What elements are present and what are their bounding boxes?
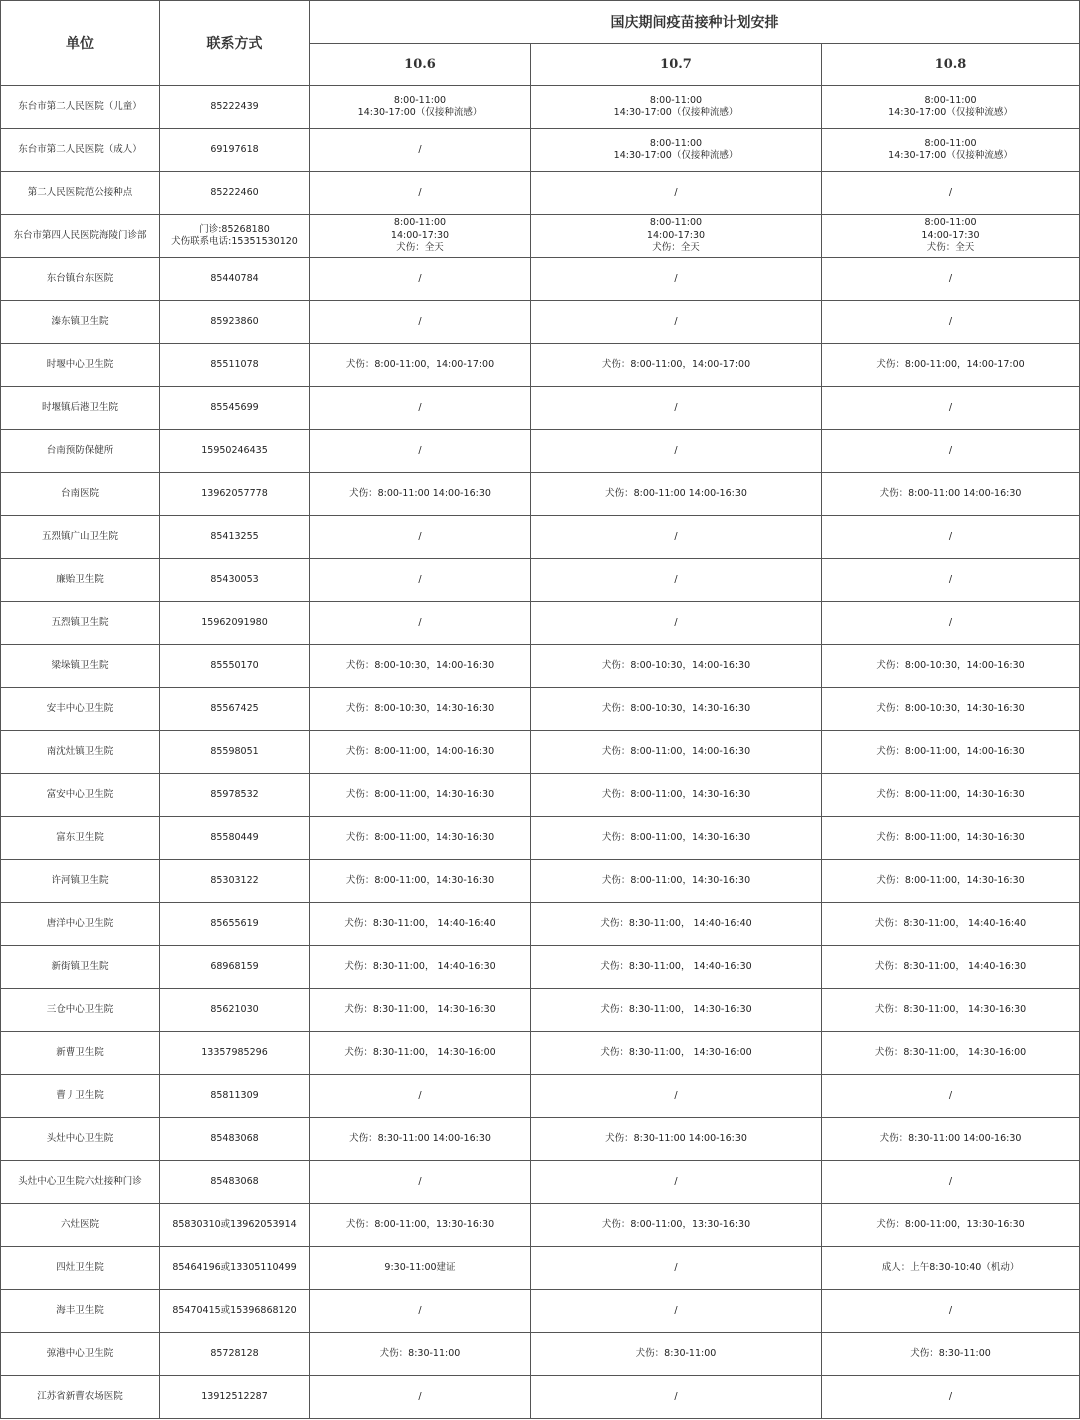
schedule-10-8-cell: 犬伤：8:00-10:30，14:30-16:30 (822, 688, 1080, 731)
table-row (1, 1290, 1080, 1333)
contact-cell: 69197618 (160, 129, 310, 172)
contact-cell: 85222460 (160, 172, 310, 215)
unit-cell: 三仓中心卫生院 (1, 989, 160, 1032)
schedule-10-8-cell: / (822, 258, 1080, 301)
unit-cell: 东台市第四人民医院海陵门诊部 (1, 215, 160, 258)
contact-cell: 85545699 (160, 387, 310, 430)
schedule-10-7-cell: 犬伤：8:00-11:00，13:30-16:30 (531, 1204, 822, 1247)
contact-cell: 15962091980 (160, 602, 310, 645)
schedule-10-7-cell: / (531, 1247, 822, 1290)
schedule-10-7-cell: / (531, 172, 822, 215)
unit-cell: 南沈灶镇卫生院 (1, 731, 160, 774)
contact-cell: 85830310或13962053914 (160, 1204, 310, 1247)
schedule-10-6-cell: 犬伤：8:00-11:00，14:30-16:30 (310, 860, 531, 903)
table-row (1, 258, 1080, 301)
schedule-10-7-cell: / (531, 1376, 822, 1419)
schedule-10-7-cell: / (531, 1161, 822, 1204)
contact-cell: 85598051 (160, 731, 310, 774)
schedule-10-6-cell: 8:00-11:00 14:30-17:00（仅接种流感） (310, 86, 531, 129)
contact-cell: 85430053 (160, 559, 310, 602)
schedule-10-8-cell: 犬伤：8:00-11:00，13:30-16:30 (822, 1204, 1080, 1247)
table-row (1, 774, 1080, 817)
schedule-10-6-cell: 9:30-11:00建证 (310, 1247, 531, 1290)
unit-cell: 第二人民医院范公接种点 (1, 172, 160, 215)
schedule-10-8-cell: / (822, 559, 1080, 602)
contact-cell: 15950246435 (160, 430, 310, 473)
table-row (1, 1333, 1080, 1376)
table-row (1, 602, 1080, 645)
unit-cell: 江苏省新曹农场医院 (1, 1376, 160, 1419)
table-row (1, 1161, 1080, 1204)
schedule-10-7-cell: 8:00-11:00 14:30-17:00（仅接种流感） (531, 86, 822, 129)
unit-cell: 台南医院 (1, 473, 160, 516)
schedule-10-6-cell: / (310, 559, 531, 602)
schedule-10-7-cell: / (531, 559, 822, 602)
unit-cell: 头灶中心卫生院 (1, 1118, 160, 1161)
schedule-10-8-cell: 犬伤：8:00-10:30，14:00-16:30 (822, 645, 1080, 688)
contact-cell: 13357985296 (160, 1032, 310, 1075)
schedule-10-8-cell: 犬伤：8:00-11:00，14:30-16:30 (822, 774, 1080, 817)
table-row (1, 1376, 1080, 1419)
schedule-10-8-cell: 8:00-11:00 14:30-17:00（仅接种流感） (822, 129, 1080, 172)
schedule-10-7-cell: / (531, 1075, 822, 1118)
schedule-10-6-cell: / (310, 301, 531, 344)
schedule-10-8-cell: 犬伤：8:30-11:00， 14:40-16:30 (822, 946, 1080, 989)
table-row (1, 1247, 1080, 1290)
contact-cell: 13962057778 (160, 473, 310, 516)
schedule-10-8-cell: / (822, 602, 1080, 645)
table-row (1, 559, 1080, 602)
contact-cell: 85483068 (160, 1161, 310, 1204)
schedule-10-7-cell: 8:00-11:00 14:30-17:00（仅接种流感） (531, 129, 822, 172)
schedule-10-7-cell: 8:00-11:00 14:00-17:30 犬伤：全天 (531, 215, 822, 258)
schedule-10-8-cell: 犬伤：8:00-11:00，14:30-16:30 (822, 817, 1080, 860)
contact-cell: 85580449 (160, 817, 310, 860)
contact-cell: 85511078 (160, 344, 310, 387)
unit-cell: 时堰中心卫生院 (1, 344, 160, 387)
table-row (1, 215, 1080, 258)
unit-cell: 廉贻卫生院 (1, 559, 160, 602)
schedule-10-6-cell: / (310, 387, 531, 430)
table-row (1, 817, 1080, 860)
schedule-10-7-cell: / (531, 301, 822, 344)
schedule-10-6-cell: / (310, 1376, 531, 1419)
unit-cell: 梁垛镇卫生院 (1, 645, 160, 688)
schedule-10-6-cell: 犬伤：8:30-11:00 (310, 1333, 531, 1376)
table-row (1, 344, 1080, 387)
schedule-10-7-cell: / (531, 387, 822, 430)
table-row (1, 946, 1080, 989)
schedule-10-8-cell: / (822, 301, 1080, 344)
schedule-10-8-cell: 犬伤：8:30-11:00 14:00-16:30 (822, 1118, 1080, 1161)
date-header-2: 10.7 (531, 44, 822, 86)
date-header-3: 10.8 (822, 44, 1080, 86)
schedule-10-7-cell: 犬伤：8:00-10:30，14:30-16:30 (531, 688, 822, 731)
unit-cell: 四灶卫生院 (1, 1247, 160, 1290)
contact-cell: 85303122 (160, 860, 310, 903)
schedule-10-8-cell: / (822, 1161, 1080, 1204)
unit-cell: 东台市第二人民医院（成人） (1, 129, 160, 172)
schedule-10-7-cell: 犬伤：8:30-11:00， 14:40-16:40 (531, 903, 822, 946)
contact-cell: 85222439 (160, 86, 310, 129)
schedule-10-8-cell: / (822, 172, 1080, 215)
schedule-10-8-cell: 犬伤：8:00-11:00 14:00-16:30 (822, 473, 1080, 516)
table-row (1, 129, 1080, 172)
contact-cell: 85567425 (160, 688, 310, 731)
unit-cell: 六灶医院 (1, 1204, 160, 1247)
schedule-10-6-cell: / (310, 1161, 531, 1204)
unit-header: 单位 (1, 1, 160, 86)
schedule-10-6-cell: 犬伤：8:00-11:00 14:00-16:30 (310, 473, 531, 516)
table-row (1, 172, 1080, 215)
schedule-10-7-cell: / (531, 258, 822, 301)
schedule-10-6-cell: 犬伤：8:00-11:00，13:30-16:30 (310, 1204, 531, 1247)
schedule-10-6-cell: 8:00-11:00 14:00-17:30 犬伤：全天 (310, 215, 531, 258)
schedule-10-8-cell: 犬伤：8:30-11:00 (822, 1333, 1080, 1376)
table-row (1, 731, 1080, 774)
table-row (1, 301, 1080, 344)
table-row (1, 1204, 1080, 1247)
unit-cell: 许河镇卫生院 (1, 860, 160, 903)
schedule-10-8-cell: 犬伤：8:30-11:00， 14:40-16:40 (822, 903, 1080, 946)
schedule-10-6-cell: 犬伤：8:00-11:00，14:30-16:30 (310, 817, 531, 860)
contact-cell: 85464196或13305110499 (160, 1247, 310, 1290)
schedule-10-6-cell: / (310, 258, 531, 301)
unit-cell: 五烈镇卫生院 (1, 602, 160, 645)
schedule-10-7-cell: 犬伤：8:00-11:00，14:30-16:30 (531, 817, 822, 860)
schedule-10-7-cell: / (531, 430, 822, 473)
contact-cell: 68968159 (160, 946, 310, 989)
contact-cell: 85470415或15396868120 (160, 1290, 310, 1333)
unit-cell: 东台镇台东医院 (1, 258, 160, 301)
table-row (1, 1032, 1080, 1075)
table-row (1, 860, 1080, 903)
schedule-10-7-cell: 犬伤：8:30-11:00 14:00-16:30 (531, 1118, 822, 1161)
schedule-10-8-cell: / (822, 1376, 1080, 1419)
schedule-10-6-cell: / (310, 516, 531, 559)
schedule-10-7-cell: 犬伤：8:00-10:30，14:00-16:30 (531, 645, 822, 688)
unit-cell: 台南预防保健所 (1, 430, 160, 473)
contact-cell: 13912512287 (160, 1376, 310, 1419)
schedule-10-8-cell: / (822, 1290, 1080, 1333)
schedule-10-8-cell: 犬伤：8:00-11:00，14:00-16:30 (822, 731, 1080, 774)
schedule-10-6-cell: 犬伤：8:30-11:00， 14:30-16:00 (310, 1032, 531, 1075)
schedule-10-6-cell: 犬伤：8:00-10:30，14:30-16:30 (310, 688, 531, 731)
schedule-10-8-cell: / (822, 516, 1080, 559)
unit-cell: 新曹卫生院 (1, 1032, 160, 1075)
schedule-10-6-cell: / (310, 129, 531, 172)
contact-cell: 85923860 (160, 301, 310, 344)
schedule-10-8-cell: 成人：上午8:30-10:40（机动） (822, 1247, 1080, 1290)
unit-cell: 弶港中心卫生院 (1, 1333, 160, 1376)
table-row (1, 645, 1080, 688)
schedule-10-7-cell: 犬伤：8:30-11:00 (531, 1333, 822, 1376)
schedule-10-6-cell: / (310, 1075, 531, 1118)
schedule-10-6-cell: 犬伤：8:00-11:00，14:30-16:30 (310, 774, 531, 817)
schedule-10-7-cell: 犬伤：8:00-11:00，14:00-17:00 (531, 344, 822, 387)
unit-cell: 唐洋中心卫生院 (1, 903, 160, 946)
unit-cell: 东台市第二人民医院（儿童） (1, 86, 160, 129)
schedule-10-6-cell: 犬伤：8:30-11:00 14:00-16:30 (310, 1118, 531, 1161)
unit-cell: 安丰中心卫生院 (1, 688, 160, 731)
schedule-10-7-cell: 犬伤：8:00-11:00，14:00-16:30 (531, 731, 822, 774)
contact-cell: 85728128 (160, 1333, 310, 1376)
unit-cell: 曹丿卫生院 (1, 1075, 160, 1118)
schedule-10-7-cell: / (531, 516, 822, 559)
unit-cell: 富安中心卫生院 (1, 774, 160, 817)
schedule-10-6-cell: 犬伤：8:00-11:00，14:00-16:30 (310, 731, 531, 774)
contact-cell: 85413255 (160, 516, 310, 559)
schedule-10-6-cell: 犬伤：8:00-11:00，14:00-17:00 (310, 344, 531, 387)
table-row (1, 430, 1080, 473)
schedule-10-6-cell: / (310, 1290, 531, 1333)
contact-cell: 85655619 (160, 903, 310, 946)
schedule-10-7-cell: 犬伤：8:30-11:00， 14:30-16:00 (531, 1032, 822, 1075)
unit-cell: 五烈镇广山卫生院 (1, 516, 160, 559)
contact-cell: 门诊:85268180 犬伤联系电话:15351530120 (160, 215, 310, 258)
schedule-10-8-cell: / (822, 430, 1080, 473)
table-row (1, 903, 1080, 946)
schedule-10-6-cell: / (310, 602, 531, 645)
table-body (1, 86, 1080, 1419)
contact-cell: 85483068 (160, 1118, 310, 1161)
table-row (1, 387, 1080, 430)
contact-cell: 85621030 (160, 989, 310, 1032)
table-row (1, 473, 1080, 516)
contact-cell: 85440784 (160, 258, 310, 301)
table-row (1, 688, 1080, 731)
schedule-10-7-cell: 犬伤：8:00-11:00，14:30-16:30 (531, 860, 822, 903)
schedule-10-7-cell: / (531, 602, 822, 645)
contact-cell: 85550170 (160, 645, 310, 688)
schedule-10-6-cell: 犬伤：8:00-10:30，14:00-16:30 (310, 645, 531, 688)
schedule-10-6-cell: / (310, 172, 531, 215)
table-row (1, 516, 1080, 559)
table-row (1, 989, 1080, 1032)
unit-cell: 头灶中心卫生院六灶接种门诊 (1, 1161, 160, 1204)
schedule-10-7-cell: 犬伤：8:00-11:00 14:00-16:30 (531, 473, 822, 516)
unit-cell: 新街镇卫生院 (1, 946, 160, 989)
schedule-10-8-cell: / (822, 387, 1080, 430)
unit-cell: 溱东镇卫生院 (1, 301, 160, 344)
schedule-10-6-cell: 犬伤：8:30-11:00， 14:30-16:30 (310, 989, 531, 1032)
schedule-10-8-cell: 犬伤：8:00-11:00，14:00-17:00 (822, 344, 1080, 387)
schedule-10-8-cell: 犬伤：8:30-11:00， 14:30-16:30 (822, 989, 1080, 1032)
plan-title-header: 国庆期间疫苗接种计划安排 (310, 1, 1080, 44)
unit-cell: 海丰卫生院 (1, 1290, 160, 1333)
table-row (1, 86, 1080, 129)
contact-cell: 85811309 (160, 1075, 310, 1118)
schedule-10-6-cell: 犬伤：8:30-11:00， 14:40-16:30 (310, 946, 531, 989)
schedule-10-8-cell: 犬伤：8:30-11:00， 14:30-16:00 (822, 1032, 1080, 1075)
schedule-10-7-cell: 犬伤：8:00-11:00，14:30-16:30 (531, 774, 822, 817)
unit-cell: 时堰镇后港卫生院 (1, 387, 160, 430)
contact-cell: 85978532 (160, 774, 310, 817)
schedule-10-6-cell: 犬伤：8:30-11:00， 14:40-16:40 (310, 903, 531, 946)
unit-cell: 富东卫生院 (1, 817, 160, 860)
schedule-10-8-cell: 犬伤：8:00-11:00，14:30-16:30 (822, 860, 1080, 903)
schedule-10-6-cell: / (310, 430, 531, 473)
schedule-10-7-cell: / (531, 1290, 822, 1333)
table-row (1, 1118, 1080, 1161)
table-row (1, 1075, 1080, 1118)
schedule-10-8-cell: 8:00-11:00 14:30-17:00（仅接种流感） (822, 86, 1080, 129)
schedule-10-8-cell: 8:00-11:00 14:00-17:30 犬伤：全天 (822, 215, 1080, 258)
schedule-10-8-cell: / (822, 1075, 1080, 1118)
contact-header: 联系方式 (160, 1, 310, 86)
schedule-10-7-cell: 犬伤：8:30-11:00， 14:30-16:30 (531, 989, 822, 1032)
schedule-10-7-cell: 犬伤：8:30-11:00， 14:40-16:30 (531, 946, 822, 989)
date-header-1: 10.6 (310, 44, 531, 86)
